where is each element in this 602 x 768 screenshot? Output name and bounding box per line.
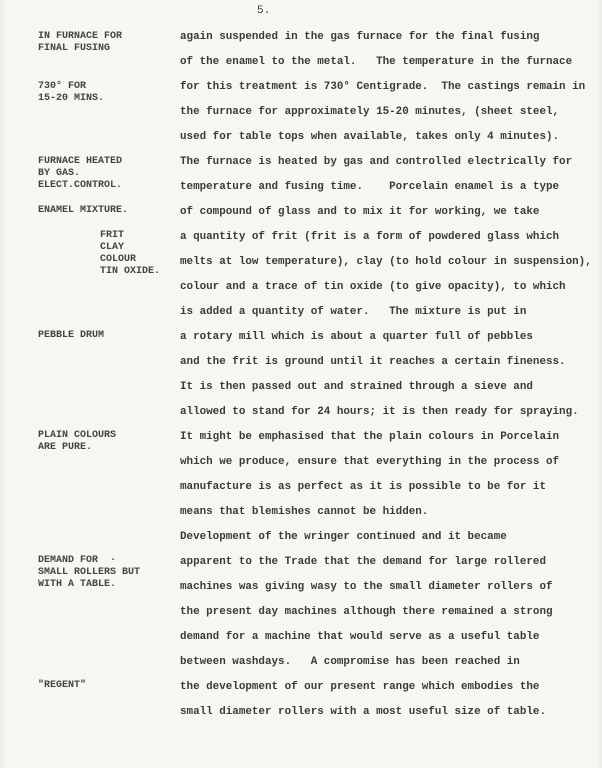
body-line: the furnace for approximately 15-20 minutes, (sheet steel,: [180, 106, 560, 118]
body-line: Development of the wringer continued and it became: [180, 531, 507, 543]
margin-note: [38, 555, 140, 591]
body-line: manufacture is as perfect as it is possible to be for it: [180, 481, 546, 493]
body-line: means that blemishes cannot be hidden.: [180, 506, 429, 518]
body-line: small diameter rollers with a most useful size of table.: [180, 706, 546, 718]
margin-note-line: WITH A TABLE.: [38, 579, 117, 590]
body-line: demand for a machine that would serve as a useful table: [180, 631, 540, 643]
body-line: again suspended in the gas furnace for the final fusing: [180, 31, 540, 43]
margin-note-line: ARE PURE.: [38, 442, 93, 453]
margin-note-line: IN FURNACE FOR: [38, 31, 123, 42]
margin-note-line: FRIT: [100, 230, 125, 241]
margin-note: [38, 156, 122, 192]
body-line: It might be emphasised that the plain colours in Porcelain: [180, 431, 560, 443]
body-line: apparent to the Trade that the demand for large rollered: [180, 556, 546, 568]
margin-note-line: COLOUR: [100, 254, 137, 265]
margin-note-line: TIN OXIDE.: [100, 266, 161, 277]
margin-note: [38, 81, 104, 105]
margin-note-line: DEMAND FOR ·: [38, 555, 117, 566]
body-line: is added a quantity of water. The mixture is put in: [180, 306, 527, 318]
margin-note: [100, 230, 160, 278]
margin-note: [38, 680, 86, 692]
body-line: between washdays. A compromise has been reached in: [180, 656, 520, 668]
body-line: allowed to stand for 24 hours; it is then ready for spraying.: [180, 406, 579, 418]
body-line: colour and a trace of tin oxide (to give opacity), to which: [180, 281, 566, 293]
margin-note-line: FINAL FUSING: [38, 43, 111, 54]
margin-note-line: ENAMEL MIXTURE.: [38, 205, 129, 216]
body-line: and the frit is ground until it reaches a certain fineness.: [180, 356, 566, 368]
body-line: a quantity of frit (frit is a form of powdered glass which: [180, 231, 560, 243]
body-line: The furnace is heated by gas and controlled electrically for: [180, 156, 573, 168]
body-line: the present day machines although there remained a strong: [180, 606, 553, 618]
page-number: 5.: [257, 5, 271, 17]
margin-note-line: ELECT.CONTROL.: [38, 180, 123, 191]
body-line: melts at low temperature), clay (to hold colour in suspension),: [180, 256, 592, 268]
margin-note: [38, 330, 104, 342]
margin-note-line: CLAY: [100, 242, 125, 253]
margin-note: [38, 31, 122, 55]
margin-note-line: PLAIN COLOURS: [38, 430, 117, 441]
body-line: the development of our present range which embodies the: [180, 681, 540, 693]
body-line: for this treatment is 730° Centigrade. The castings remain in: [180, 81, 586, 93]
body-line: of the enamel to the metal. The temperature in the furnace: [180, 56, 573, 68]
body-line: a rotary mill which is about a quarter full of pebbles: [180, 331, 533, 343]
margin-note-line: SMALL ROLLERS BUT: [38, 567, 141, 578]
margin-note: [38, 205, 128, 217]
body-line: used for table tops when available, takes only 4 minutes).: [180, 131, 560, 143]
body-line: machines was giving wasy to the small diameter rollers of: [180, 581, 553, 593]
margin-note: [38, 430, 116, 454]
body-line: It is then passed out and strained through a sieve and: [180, 381, 533, 393]
margin-note-line: PEBBLE DRUM: [38, 330, 105, 341]
margin-note-line: 15-20 MINS.: [38, 93, 105, 104]
body-line: which we produce, ensure that everything in the process of: [180, 456, 560, 468]
body-line: temperature and fusing time. Porcelain enamel is a type: [180, 181, 560, 193]
margin-note-line: FURNACE HEATED: [38, 156, 123, 167]
margin-note-line: 730° FOR: [38, 81, 87, 92]
body-line: of compound of glass and to mix it for working, we take: [180, 206, 540, 218]
margin-note-line: BY GAS.: [38, 168, 81, 179]
margin-note-line: "REGENT": [38, 680, 87, 691]
